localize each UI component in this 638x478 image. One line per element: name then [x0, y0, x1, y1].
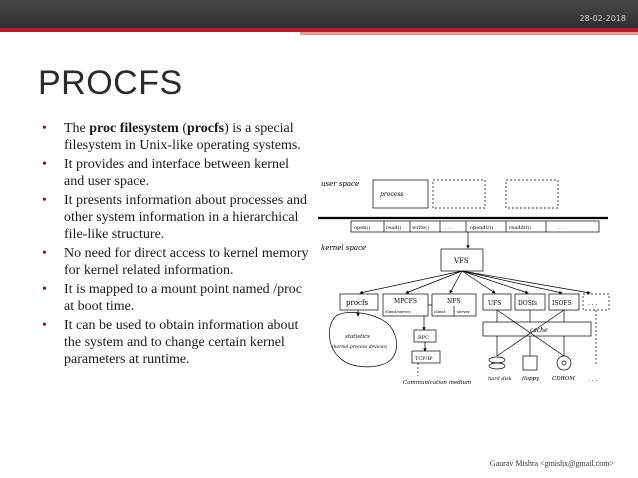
hard-disk-icon-2	[489, 363, 505, 369]
fs-ufs-label: UFS	[488, 300, 502, 307]
bullet-list	[40, 120, 310, 370]
cdrom-hole-icon	[562, 361, 566, 365]
fs-more-label: . . .	[588, 300, 598, 307]
bullet-item: • The proc filesystem (procfs) is a special filesystem in Unix-like operating systems.	[40, 120, 310, 154]
syscall-opendir: opendir()	[470, 225, 494, 231]
hard-disk-icon	[489, 357, 505, 363]
cdrom-icon	[557, 356, 571, 370]
fs-dosfs-label: DOSfs	[518, 300, 538, 307]
fs-mpcfs-sub: client/server	[385, 309, 411, 314]
bullet-item: • It presents information about processes and other system information in a hierarchical file-like structure.	[40, 192, 310, 243]
syscall-readdir: readdir()	[509, 225, 532, 231]
fs-nfs-client: client	[434, 309, 446, 314]
hard-disk-label: hard disk	[488, 376, 512, 382]
bullet-item: • No need for direct access to kernel memory for kernel related information.	[40, 245, 310, 279]
process-box-dashed	[433, 180, 485, 208]
floppy-icon	[523, 356, 537, 370]
fs-nfs-server: server	[457, 309, 470, 314]
syscall-open: open()	[354, 225, 371, 231]
slide-footer-author: Gaurav Mishra <gmishx@gmail.com>	[489, 459, 614, 468]
devices-more-label: . . .	[588, 376, 598, 383]
comm-medium-label: Communication medium	[403, 380, 472, 386]
process-box-dashed	[506, 180, 558, 208]
statistics-label: statistics	[345, 334, 370, 340]
bullet-item: • It is mapped to a mount point named /proc at boot time.	[40, 281, 310, 315]
fs-nfs-label: NFS	[447, 298, 461, 305]
rpc-label: RPC	[418, 335, 429, 341]
floppy-label: floppy	[522, 376, 540, 382]
cache-label: cache	[530, 327, 548, 334]
syscall-read: read()	[386, 225, 402, 231]
fs-mpcfs-label: MPCFS	[394, 298, 418, 305]
syscall-dots-2: . . .	[558, 225, 566, 231]
tcpip-label: TCP/IP	[415, 356, 433, 362]
slide-date: 28-02-2018	[579, 14, 626, 23]
syscall-dots: . . .	[445, 225, 453, 231]
bullet-item: • It can be used to obtain information about the system and to change certain kernel parameters at runtime.	[40, 317, 310, 368]
process-label: process	[380, 191, 404, 198]
cache-links	[497, 310, 596, 366]
fs-procfs-label: procfs	[346, 299, 369, 307]
vfs-links	[360, 271, 590, 293]
header-bar	[0, 0, 638, 28]
bullet-item: • It provides and interface between kernel and user space.	[40, 156, 310, 190]
user-label: user space	[321, 180, 360, 188]
statistics-sub: (kernel,process,devices)	[332, 345, 388, 350]
cdrom-label: CDROM	[552, 376, 575, 382]
kernel-label: kernel space	[321, 244, 367, 252]
vfs-label: VFS	[454, 257, 469, 265]
header-accent-line-light	[300, 32, 638, 35]
procfs-architecture-diagram	[318, 176, 624, 398]
fs-isofs-label: ISOFS	[552, 300, 572, 307]
slide-title: PROCFS	[38, 64, 183, 102]
syscall-write: write()	[412, 225, 430, 231]
